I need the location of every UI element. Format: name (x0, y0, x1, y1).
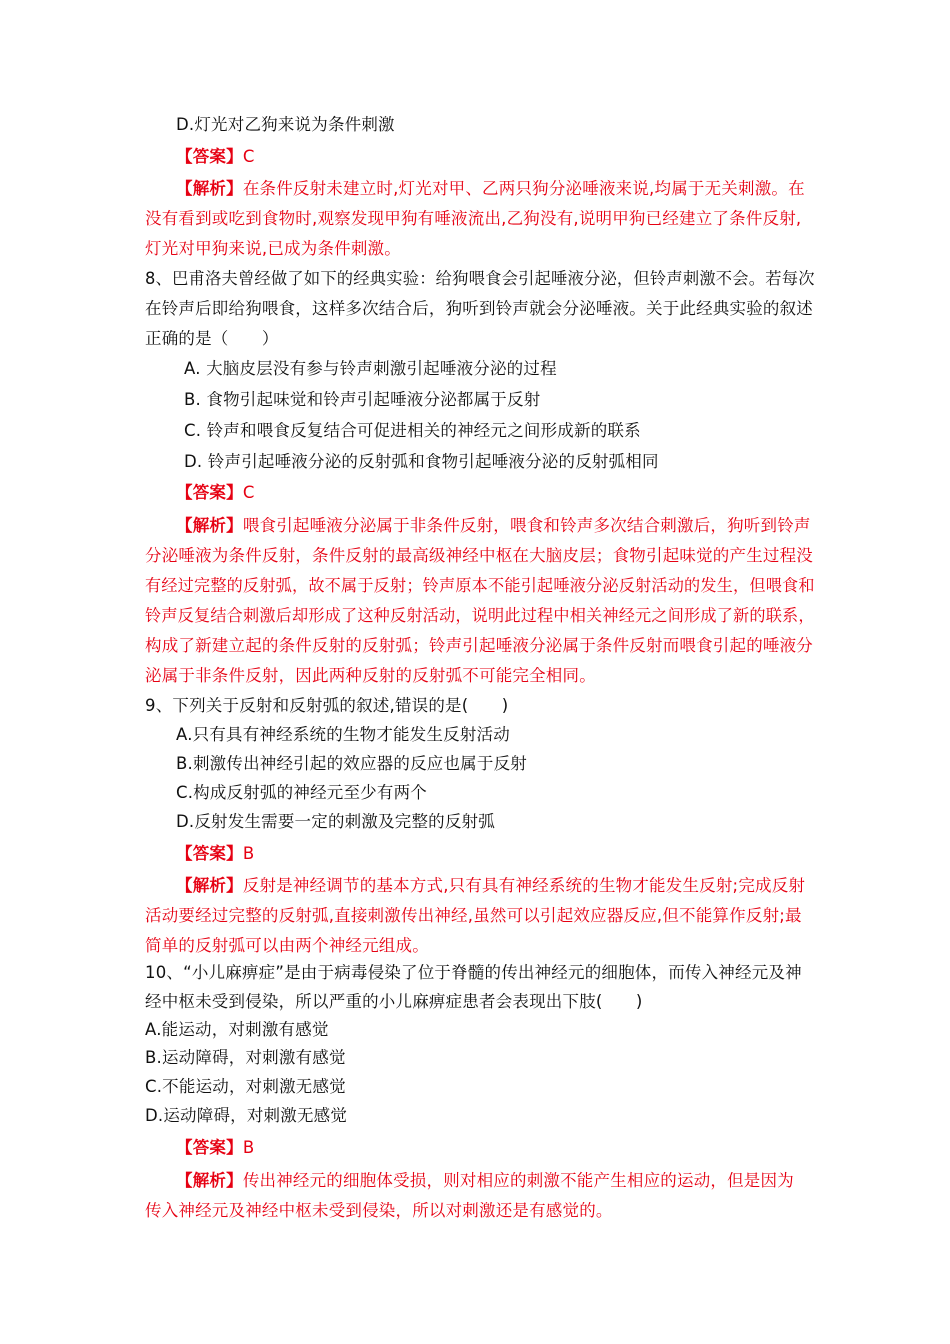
q7-option-d: D.灯光对乙狗来说为条件刺激 (176, 115, 395, 134)
answer-value: C (242, 483, 255, 502)
answer-value: C (242, 147, 255, 166)
q9-analysis-line-3: 简单的反射弧可以由两个神经元组成。 (145, 936, 429, 955)
q8-stem-line-1: 8、巴甫洛夫曾经做了如下的经典实验：给狗喂食会引起唾液分泌，但铃声刺激不会。若每次 (145, 269, 815, 288)
q10-option-c: C.不能运动，对刺激无感觉 (145, 1077, 346, 1096)
q8-option-a: A. 大脑皮层没有参与铃声刺激引起唾液分泌的过程 (184, 359, 557, 378)
q9-option-c: C.构成反射弧的神经元至少有两个 (176, 783, 427, 802)
q9-option-d: D.反射发生需要一定的刺激及完整的反射弧 (176, 812, 495, 831)
q8-option-b: B. 食物引起味觉和铃声引起唾液分泌都属于反射 (184, 390, 541, 409)
q9-option-b: B.刺激传出神经引起的效应器的反应也属于反射 (176, 754, 527, 773)
q10-analysis-line-2: 传入神经元及神经中枢未受到侵染，所以对刺激还是有感觉的。 (145, 1201, 613, 1220)
analysis-label: 【解析】 (176, 1171, 243, 1190)
q9-option-a: A.只有具有神经系统的生物才能发生反射活动 (176, 725, 510, 744)
q10-option-b: B.运动障碍，对刺激有感觉 (145, 1048, 346, 1067)
analysis-label: 【解析】 (176, 876, 243, 895)
q8-analysis-line-2: 分泌唾液为条件反射，条件反射的最高级神经中枢在大脑皮层；食物引起味觉的产生过程没 (145, 546, 813, 565)
q9-answer (176, 843, 254, 865)
q8-answer (176, 482, 255, 504)
q9-analysis-line-2: 活动要经过完整的反射弧,直接刺激传出神经,虽然可以引起效应器反应,但不能算作反射;最 (145, 906, 802, 925)
q10-option-a: A.能运动，对刺激有感觉 (145, 1020, 329, 1039)
q8-stem-line-3: 正确的是（ ） (145, 329, 279, 348)
q10-stem-line-2: 经中枢未受到侵染，所以严重的小儿麻痹症患者会表现出下肢( ) (145, 992, 643, 1011)
answer-value: B (242, 844, 255, 863)
q8-option-d: D. 铃声引起唾液分泌的反射弧和食物引起唾液分泌的反射弧相同 (184, 452, 659, 471)
answer-label: 【答案】 (176, 1138, 243, 1157)
q8-analysis-line-3: 有经过完整的反射弧，故不属于反射；铃声原本不能引起唾液分泌反射活动的发生，但喂食和 (145, 576, 815, 595)
q10-analysis-line-1: 【解析】传出神经元的细胞体受损，则对相应的刺激不能产生相应的运动，但是因为 (176, 1171, 794, 1190)
q7-analysis-line-3: 灯光对甲狗来说,已成为条件刺激。 (145, 239, 401, 258)
answer-value: B (242, 1138, 255, 1157)
q10-option-d: D.运动障碍，对刺激无感觉 (145, 1106, 348, 1125)
q8-option-c: C. 铃声和喂食反复结合可促进相关的神经元之间形成新的联系 (184, 421, 641, 440)
answer-label: 【答案】 (176, 147, 243, 166)
answer-label: 【答案】 (176, 844, 243, 863)
q7-answer (176, 146, 255, 168)
analysis-label: 【解析】 (176, 179, 243, 198)
q8-analysis-line-4: 铃声反复结合刺激后却形成了这种反射活动，说明此过程中相关神经元之间形成了新的联系， (145, 606, 815, 625)
q8-analysis-line-6: 泌属于非条件反射，因此两种反射的反射弧不可能完全相同。 (145, 666, 596, 685)
q7-analysis-line-1: 【解析】在条件反射未建立时,灯光对甲、乙两只狗分泌唾液来说,均属于无关刺激。在 (176, 179, 805, 198)
q8-stem-line-2: 在铃声后即给狗喂食，这样多次结合后，狗听到铃声就会分泌唾液。关于此经典实验的叙述 (145, 299, 813, 318)
q10-answer (176, 1137, 254, 1159)
q8-analysis-line-5: 构成了新建立起的条件反射的反射弧；铃声引起唾液分泌属于条件反射而喂食引起的唾液分 (145, 636, 813, 655)
q7-analysis-line-2: 没有看到或吃到食物时,观察发现甲狗有唾液流出,乙狗没有,说明甲狗已经建立了条件反射, (145, 209, 802, 228)
analysis-label: 【解析】 (176, 516, 243, 535)
q9-analysis-line-1: 【解析】反射是神经调节的基本方式,只有具有神经系统的生物才能发生反射;完成反射 (176, 876, 806, 895)
answer-label: 【答案】 (176, 483, 243, 502)
q8-analysis-line-1: 【解析】喂食引起唾液分泌属于非条件反射，喂食和铃声多次结合刺激后，狗听到铃声 (176, 516, 811, 535)
q9-stem: 9、下列关于反射和反射弧的叙述,错误的是( ) (145, 696, 509, 715)
q10-stem-line-1: 10、“小儿麻痹症”是由于病毒侵染了位于脊髓的传出神经元的细胞体，而传入神经元及神 (145, 963, 802, 982)
